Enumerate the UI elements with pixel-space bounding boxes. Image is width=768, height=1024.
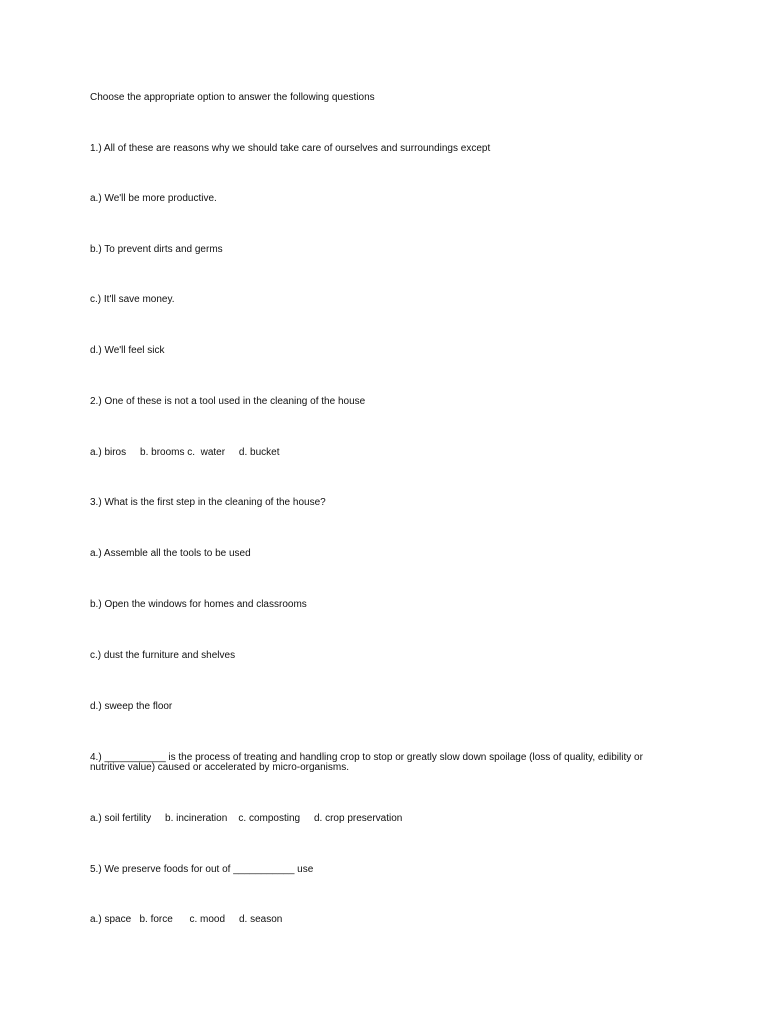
question-3-stem: 3.) What is the first step in the cleaning of the house?	[90, 497, 326, 508]
instructions-text: Choose the appropriate option to answer the following questions	[90, 92, 375, 103]
question-1-option-c: c.) It'll save money.	[90, 294, 175, 305]
question-1-option-a: a.) We'll be more productive.	[90, 193, 217, 204]
question-5-options: a.) space b. force c. mood d. season	[90, 914, 283, 925]
question-4-options: a.) soil fertility b. incineration c. composting d. crop preservation	[90, 813, 403, 824]
question-2-stem: 2.) One of these is not a tool used in the cleaning of the house	[90, 396, 366, 407]
question-1-stem: 1.) All of these are reasons why we should take care of ourselves and surroundings except	[90, 143, 491, 154]
question-1-option-b: b.) To prevent dirts and germs	[90, 244, 223, 255]
question-3-option-a: a.) Assemble all the tools to be used	[90, 548, 251, 559]
question-1-option-d: d.) We'll feel sick	[90, 345, 165, 356]
question-5-stem: 5.) We preserve foods for out of ___________ use	[90, 864, 314, 875]
question-2-options: a.) biros b. brooms c. water d. bucket	[90, 447, 280, 458]
question-3-option-c: c.) dust the furniture and shelves	[90, 650, 236, 661]
question-3-option-b: b.) Open the windows for homes and classrooms	[90, 599, 307, 610]
question-3-option-d: d.) sweep the floor	[90, 701, 173, 712]
question-4-stem: 4.) ___________ is the process of treating and handling crop to stop or greatly slow down spoilage (loss of quality, edibility or nutritive value) caused or accelerated by micro-organisms.	[90, 752, 643, 773]
